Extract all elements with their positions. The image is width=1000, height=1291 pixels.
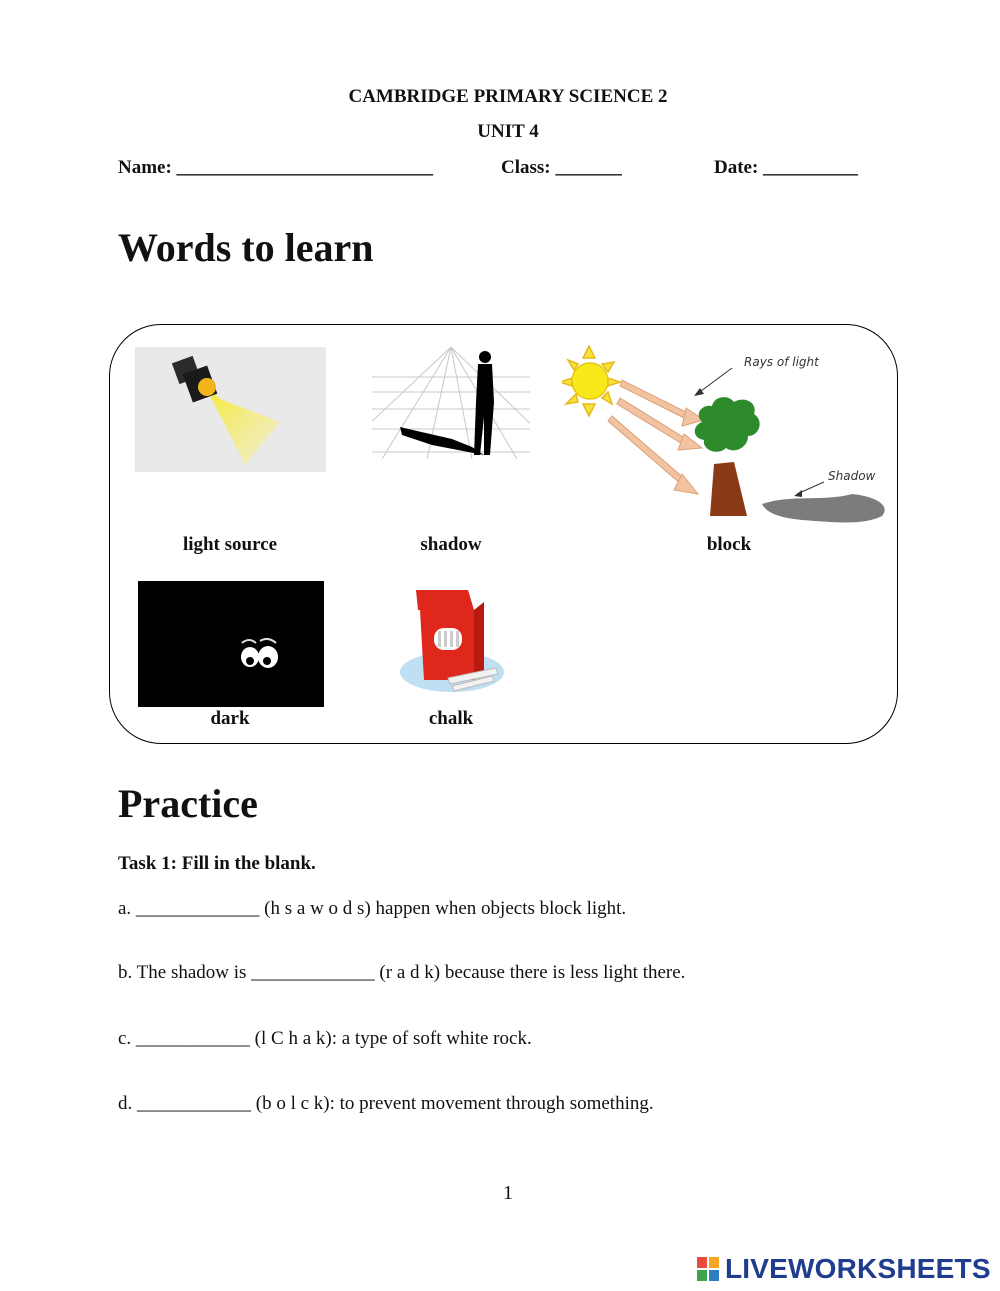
caption-light-source: light source [182, 534, 278, 555]
class-field[interactable]: Class: _______ [501, 157, 622, 178]
person-shadow-icon [372, 347, 530, 459]
task-1-title: Task 1: Fill in the blank. [118, 853, 316, 874]
liveworksheets-logo [697, 1254, 991, 1284]
eyes-in-dark-icon [138, 581, 324, 707]
question-b[interactable]: b. The shadow is _____________ (r a d k) because there is less light there. [118, 962, 686, 983]
liveworksheets-logo-icon [697, 1257, 719, 1281]
page-number: 1 [503, 1182, 513, 1204]
shadow-diagram-label: Shadow [828, 469, 876, 483]
worksheet-title: CAMBRIDGE PRIMARY SCIENCE 2 [348, 86, 668, 107]
caption-block: block [706, 534, 752, 555]
question-a[interactable]: a. _____________ (h s a w o d s) happen when objects block light. [118, 898, 627, 919]
question-c[interactable]: c. ____________ (l C h a k): a type of soft white rock. [118, 1028, 532, 1049]
chalk-box-icon [398, 580, 504, 698]
date-field[interactable]: Date: __________ [714, 157, 859, 178]
words-to-learn-heading: Words to learn [118, 225, 374, 270]
unit-label: UNIT 4 [477, 121, 539, 142]
question-d[interactable]: d. ____________ (b o l c k): to prevent movement through something. [118, 1093, 654, 1114]
brand-name: LIVEWORKSHEETS [725, 1253, 991, 1284]
spotlight-icon [135, 347, 326, 472]
practice-heading: Practice [118, 781, 258, 826]
caption-chalk: chalk [428, 708, 474, 729]
name-field[interactable]: Name: ___________________________ [118, 157, 434, 178]
rays-of-light-label: Rays of light [744, 355, 819, 369]
tree-blocking-light-icon [562, 344, 892, 530]
caption-shadow: shadow [420, 534, 482, 555]
caption-dark: dark [210, 708, 250, 729]
